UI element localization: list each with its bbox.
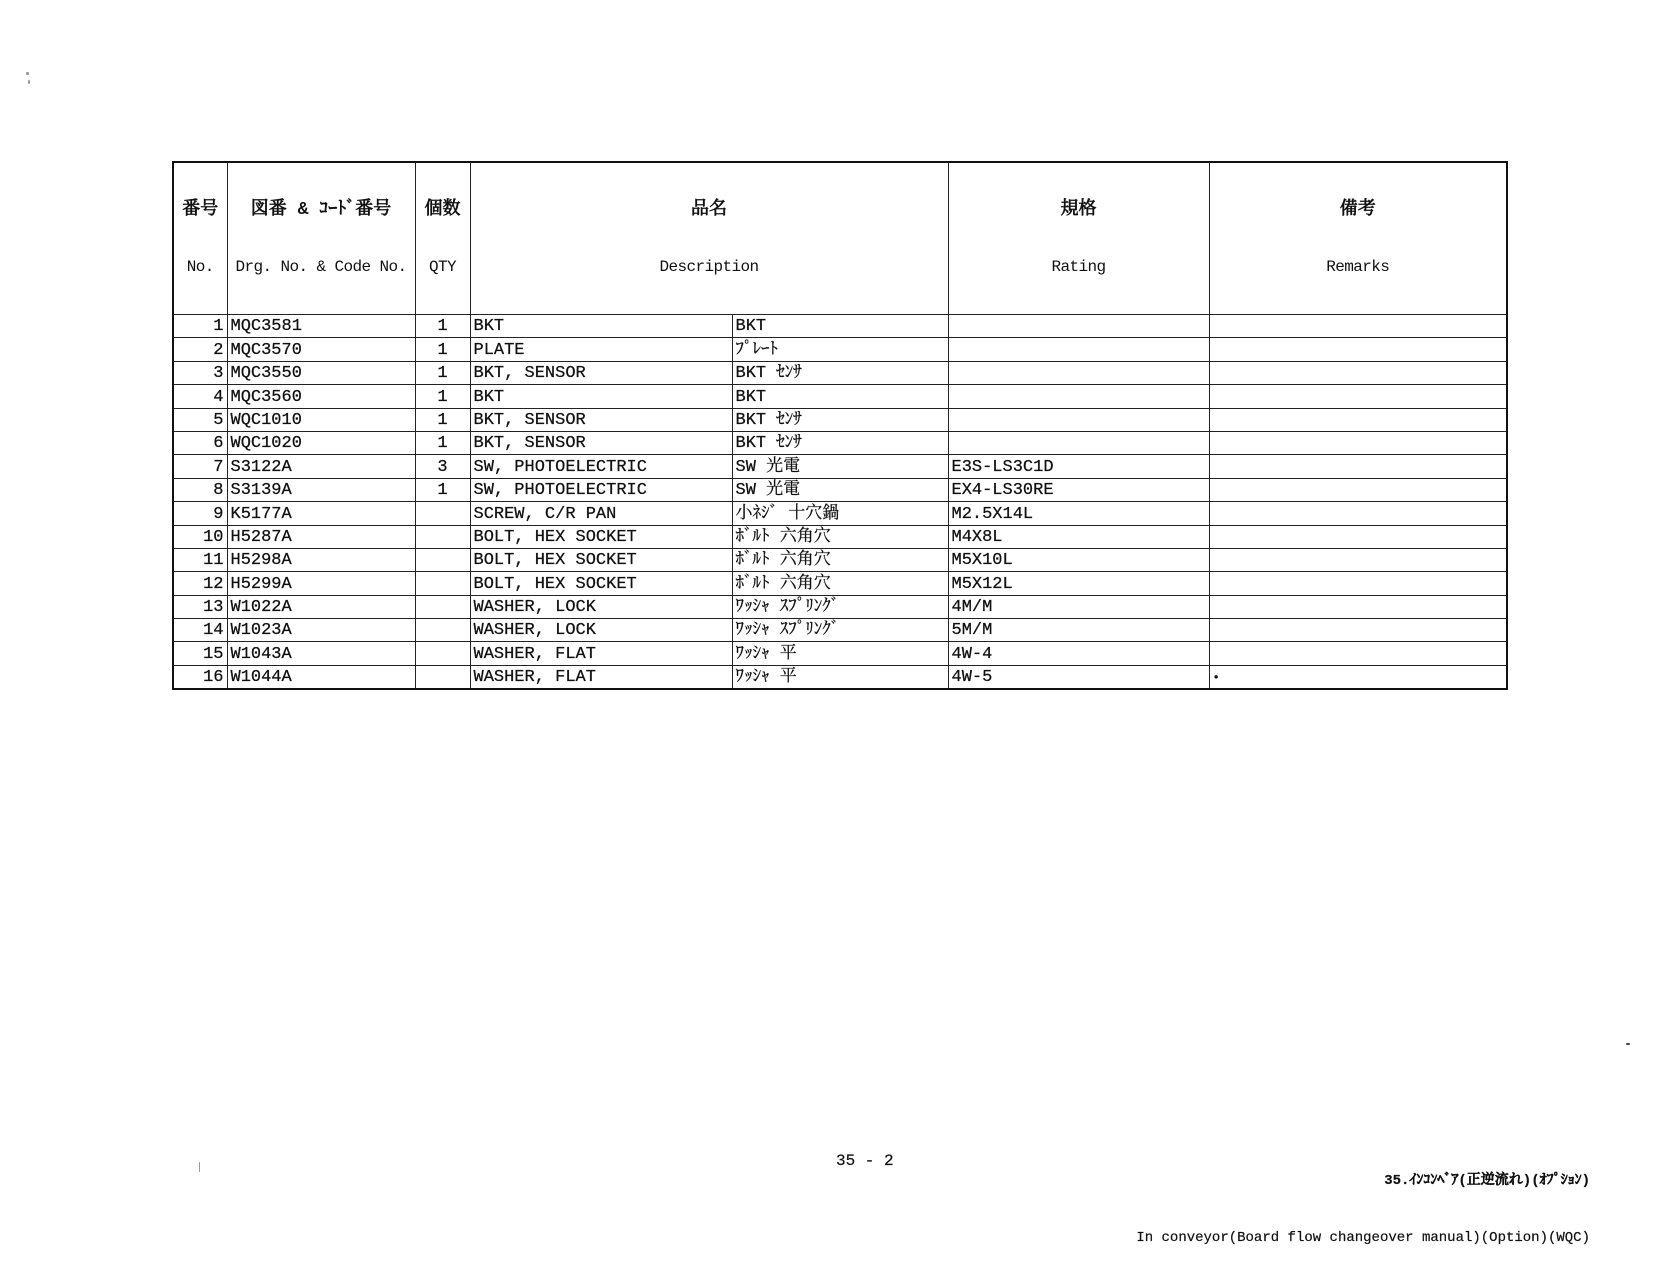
quantity-cell — [415, 619, 470, 642]
code-number-cell: W1023A — [227, 619, 415, 642]
scan-speck — [199, 1162, 200, 1172]
column-header-qty-ja: 個数 — [424, 200, 461, 220]
table-row — [173, 455, 1507, 478]
rating-cell: E3S-LS3C1D — [948, 455, 1209, 478]
column-header-drg-code-ja: 図番 & ｺｰﾄﾞ番号 — [250, 200, 392, 220]
description-ja-cell: BKT — [732, 385, 948, 408]
row-number-cell: 3 — [173, 361, 227, 384]
description-en-cell: BKT — [470, 315, 732, 338]
quantity-cell: 1 — [415, 315, 470, 338]
remarks-cell — [1209, 642, 1507, 665]
scan-speck — [26, 72, 29, 75]
description-en-cell: BOLT, HEX SOCKET — [470, 548, 732, 571]
description-ja-cell: ﾜｯｼｬ ｽﾌﾟﾘﾝｸﾞ — [732, 619, 948, 642]
remarks-cell — [1209, 619, 1507, 642]
remarks-cell — [1209, 408, 1507, 431]
row-number-cell: 5 — [173, 408, 227, 431]
row-number-cell: 8 — [173, 478, 227, 501]
quantity-cell — [415, 572, 470, 595]
column-header-no-en: No. — [186, 258, 214, 276]
rating-cell: M4X8L — [948, 525, 1209, 548]
parts-table-body — [173, 315, 1507, 689]
rating-cell: 4W-5 — [948, 665, 1209, 688]
section-title-ja: 35.ｲﾝｺﾝﾍﾞｱ(正逆流れ)(ｵﾌﾟｼｮﾝ) — [1384, 1173, 1590, 1189]
rating-cell — [948, 315, 1209, 338]
table-row — [173, 431, 1507, 454]
table-row — [173, 385, 1507, 408]
row-number-cell: 9 — [173, 502, 227, 525]
remarks-cell — [1209, 595, 1507, 618]
code-number-cell: MQC3550 — [227, 361, 415, 384]
description-en-cell: BKT, SENSOR — [470, 431, 732, 454]
row-number-cell: 2 — [173, 338, 227, 361]
remarks-cell — [1209, 315, 1507, 338]
description-ja-cell: BKT ｾﾝｻ — [732, 431, 948, 454]
row-number-cell: 11 — [173, 548, 227, 571]
description-ja-cell: ﾜｯｼｬ 平 — [732, 665, 948, 688]
table-row — [173, 595, 1507, 618]
description-en-cell: PLATE — [470, 338, 732, 361]
description-ja-cell: ﾎﾞﾙﾄ 六角穴 — [732, 525, 948, 548]
description-ja-cell: BKT ｾﾝｻ — [732, 361, 948, 384]
rating-cell: 4M/M — [948, 595, 1209, 618]
table-row — [173, 408, 1507, 431]
table-row — [173, 548, 1507, 571]
quantity-cell: 1 — [415, 408, 470, 431]
table-row — [173, 665, 1507, 688]
row-number-cell: 1 — [173, 315, 227, 338]
rating-cell: 4W-4 — [948, 642, 1209, 665]
code-number-cell: W1043A — [227, 642, 415, 665]
code-number-cell: K5177A — [227, 502, 415, 525]
quantity-cell: 1 — [415, 478, 470, 501]
rating-cell: M5X10L — [948, 548, 1209, 571]
description-ja-cell: ﾜｯｼｬ ｽﾌﾟﾘﾝｸﾞ — [732, 595, 948, 618]
scan-speck — [28, 80, 30, 84]
rating-cell — [948, 385, 1209, 408]
row-number-cell: 7 — [173, 455, 227, 478]
section-title-en: In conveyor(Board flow changeover manual)(Option)(WQC) — [1136, 1230, 1590, 1246]
code-number-cell: H5298A — [227, 548, 415, 571]
column-header-rating-en: Rating — [1051, 258, 1106, 276]
table-row — [173, 338, 1507, 361]
table-row — [173, 315, 1507, 338]
table-row — [173, 642, 1507, 665]
column-header-remarks-ja: 備考 — [1339, 200, 1376, 220]
remarks-cell: • — [1209, 665, 1507, 688]
description-ja-cell: ﾌﾟﾚｰﾄ — [732, 338, 948, 361]
row-number-cell: 4 — [173, 385, 227, 408]
description-en-cell: BKT, SENSOR — [470, 408, 732, 431]
description-ja-cell: ﾎﾞﾙﾄ 六角穴 — [732, 572, 948, 595]
remarks-cell — [1209, 502, 1507, 525]
column-header-description-ja: 品名 — [691, 200, 727, 220]
table-row — [173, 502, 1507, 525]
column-header-remarks-en: Remarks — [1326, 258, 1390, 276]
code-number-cell: MQC3560 — [227, 385, 415, 408]
description-en-cell: WASHER, LOCK — [470, 619, 732, 642]
quantity-cell — [415, 642, 470, 665]
code-number-cell: MQC3570 — [227, 338, 415, 361]
rating-cell: EX4-LS30RE — [948, 478, 1209, 501]
remarks-cell — [1209, 431, 1507, 454]
row-number-cell: 10 — [173, 525, 227, 548]
remarks-cell — [1209, 572, 1507, 595]
description-en-cell: BOLT, HEX SOCKET — [470, 572, 732, 595]
quantity-cell: 1 — [415, 338, 470, 361]
description-ja-cell: ﾜｯｼｬ 平 — [732, 642, 948, 665]
rating-cell: M5X12L — [948, 572, 1209, 595]
description-ja-cell: ﾎﾞﾙﾄ 六角穴 — [732, 548, 948, 571]
code-number-cell: W1022A — [227, 595, 415, 618]
table-row — [173, 361, 1507, 384]
description-en-cell: WASHER, LOCK — [470, 595, 732, 618]
row-number-cell: 16 — [173, 665, 227, 688]
description-en-cell: WASHER, FLAT — [470, 642, 732, 665]
description-ja-cell: BKT ｾﾝｻ — [732, 408, 948, 431]
description-en-cell: SW, PHOTOELECTRIC — [470, 478, 732, 501]
parts-list-table — [172, 161, 1508, 690]
code-number-cell: S3139A — [227, 478, 415, 501]
quantity-cell — [415, 548, 470, 571]
table-row — [173, 619, 1507, 642]
rating-cell — [948, 361, 1209, 384]
code-number-cell: WQC1020 — [227, 431, 415, 454]
page-number: 35 - 2 — [836, 1152, 894, 1170]
rating-cell: 5M/M — [948, 619, 1209, 642]
rating-cell — [948, 408, 1209, 431]
remarks-cell — [1209, 361, 1507, 384]
description-ja-cell: BKT — [732, 315, 948, 338]
column-header-rating-ja: 規格 — [1060, 200, 1097, 220]
description-ja-cell: SW 光電 — [732, 455, 948, 478]
table-row — [173, 478, 1507, 501]
description-en-cell: SW, PHOTOELECTRIC — [470, 455, 732, 478]
quantity-cell — [415, 595, 470, 618]
remarks-cell — [1209, 548, 1507, 571]
code-number-cell: WQC1010 — [227, 408, 415, 431]
column-header-qty-en: QTY — [428, 258, 456, 276]
row-number-cell: 12 — [173, 572, 227, 595]
row-number-cell: 6 — [173, 431, 227, 454]
remarks-cell — [1209, 455, 1507, 478]
description-en-cell: BKT — [470, 385, 732, 408]
scan-speck — [1626, 1043, 1630, 1045]
description-en-cell: BKT, SENSOR — [470, 361, 732, 384]
column-header-qty — [415, 162, 470, 315]
rating-cell — [948, 338, 1209, 361]
description-ja-cell: SW 光電 — [732, 478, 948, 501]
column-header-description-en: Description — [659, 258, 759, 276]
remarks-cell — [1209, 525, 1507, 548]
row-number-cell: 15 — [173, 642, 227, 665]
table-row — [173, 572, 1507, 595]
code-number-cell: H5299A — [227, 572, 415, 595]
quantity-cell: 1 — [415, 431, 470, 454]
section-title — [1136, 1134, 1590, 1286]
quantity-cell: 1 — [415, 361, 470, 384]
code-number-cell: MQC3581 — [227, 315, 415, 338]
column-header-rating — [948, 162, 1209, 315]
row-number-cell: 14 — [173, 619, 227, 642]
quantity-cell — [415, 525, 470, 548]
quantity-cell: 1 — [415, 385, 470, 408]
code-number-cell: H5287A — [227, 525, 415, 548]
row-number-cell: 13 — [173, 595, 227, 618]
column-header-remarks — [1209, 162, 1507, 315]
quantity-cell — [415, 502, 470, 525]
table-row — [173, 525, 1507, 548]
column-header-no-ja: 番号 — [182, 200, 219, 220]
column-header-drg-code-en: Drg. No. & Code No. — [235, 258, 407, 276]
description-ja-cell: 小ﾈｼﾞ 十穴鍋 — [732, 502, 948, 525]
remarks-cell — [1209, 385, 1507, 408]
rating-cell: M2.5X14L — [948, 502, 1209, 525]
column-header-description — [470, 162, 948, 315]
code-number-cell: W1044A — [227, 665, 415, 688]
table-header-row — [173, 162, 1507, 315]
column-header-no — [173, 162, 227, 315]
code-number-cell: S3122A — [227, 455, 415, 478]
quantity-cell — [415, 665, 470, 688]
remarks-cell — [1209, 478, 1507, 501]
description-en-cell: BOLT, HEX SOCKET — [470, 525, 732, 548]
rating-cell — [948, 431, 1209, 454]
quantity-cell: 3 — [415, 455, 470, 478]
description-en-cell: SCREW, C/R PAN — [470, 502, 732, 525]
remarks-cell — [1209, 338, 1507, 361]
description-en-cell: WASHER, FLAT — [470, 665, 732, 688]
